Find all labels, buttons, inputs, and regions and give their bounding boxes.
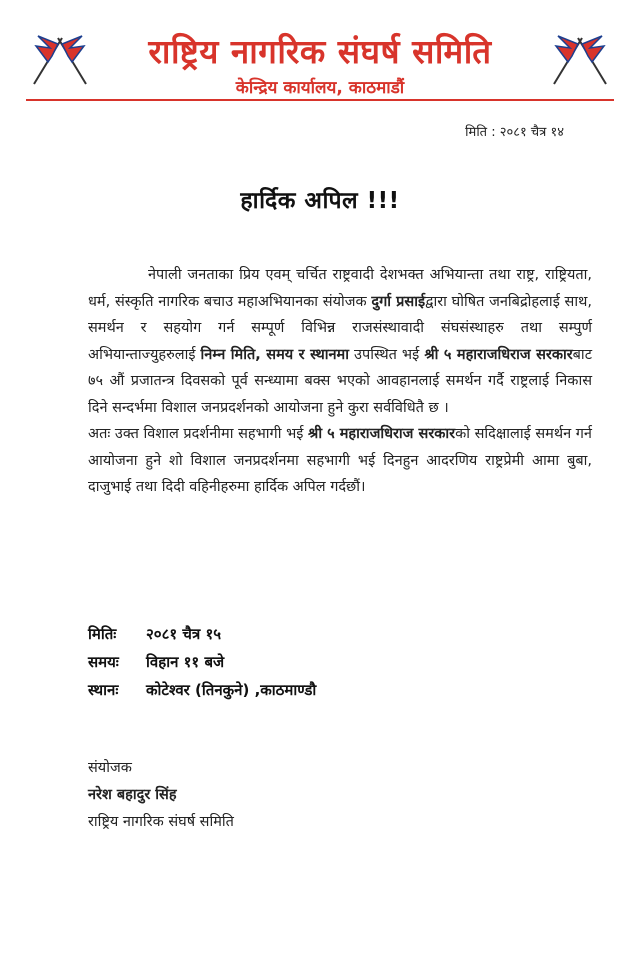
letter-body [88, 262, 592, 501]
signatory-name: नरेश बहादुर सिंह [88, 787, 177, 803]
highlight-title: श्री ५ महाराजधिराज सरकार [308, 426, 456, 442]
event-time-row [88, 648, 316, 676]
place-label: स्थानः [88, 681, 119, 699]
paragraph-1: नेपाली जनताका प्रिय एवम् चर्चित राष्ट्रवादी देशभक्त अभियान्ता तथा राष्ट्र, राष्ट्रियता, धर्म, संस्कृति नागरिक बचाउ महाअभियानका संयोजक दुर्गा प्रसाईद्वारा घोषित जनबिद्रोहलाई साथ, समर्थन र सहयोग गर्न सम्पूर्ण विभिन्न राजसंस्थावादी संघसंस्थाहरु तथा सम्पुर्ण अभियान्ताज्युहरुलाई निम्न मिति, समय र स्थानमा उपस्थित भई श्री ५ महाराजधिराज सरकारबाट ७५ औं प्रजातन्त्र दिवसको पूर्व सन्ध्यामा बक्स भएको आवहानलाई समर्थन गर्दै राष्ट्रलाई निकास दिने सन्दर्भमा विशाल जनप्रदर्शनको आयोजना हुने कुरा सर्वविधितै छ । [88, 267, 592, 416]
letter-date: मिति : २०८१ चैत्र १४ [465, 125, 564, 140]
time-label: समयः [88, 653, 119, 671]
letterhead [0, 0, 640, 108]
header-divider [26, 99, 614, 101]
highlight-phrase: निम्न मिति, समय र स्थानमा [200, 346, 349, 363]
date-label: मितिः [88, 625, 117, 643]
signatory-organization: राष्ट्रिय नागरिक संघर्ष समिति [88, 814, 234, 830]
organization-name: राष्ट्रिय नागरिक संघर्ष समिति [148, 32, 492, 71]
place-value: कोटेश्वर (तिनकुने) ,काठमाण्डौ [146, 681, 317, 699]
time-value: विहान ११ बजे [146, 653, 225, 671]
event-details [88, 620, 316, 704]
paragraph-2: अतः उक्त विशाल प्रदर्शनीमा सहभागी भई श्री ५ महाराजधिराज सरकारको सदिक्षालाई समर्थन गर्न आयोजना हुने शो विशाल जनप्रदर्शनमा सहभागी भई दिनहुन आदरणिय राष्ट्रप्रेमी आमा बुबा, दाजुभाई तथा दिदी वहिनीहरुमा हार्दिक अपिल गर्दछौं। [88, 426, 592, 495]
date-value: २०८१ चैत्र १५ [146, 625, 222, 643]
event-date-row [88, 620, 316, 648]
letter-heading: हार्दिक अपिल !!! [240, 188, 400, 214]
signatory-role: संयोजक [88, 760, 132, 776]
event-place-row [88, 676, 316, 704]
highlight-name: दुर्गा प्रसाई [371, 293, 426, 310]
office-name: केन्द्रिय कार्यालय, काठमाडौं [235, 78, 405, 98]
signature-block [88, 755, 234, 836]
highlight-title: श्री ५ महाराजधिराज सरकार [424, 346, 573, 363]
